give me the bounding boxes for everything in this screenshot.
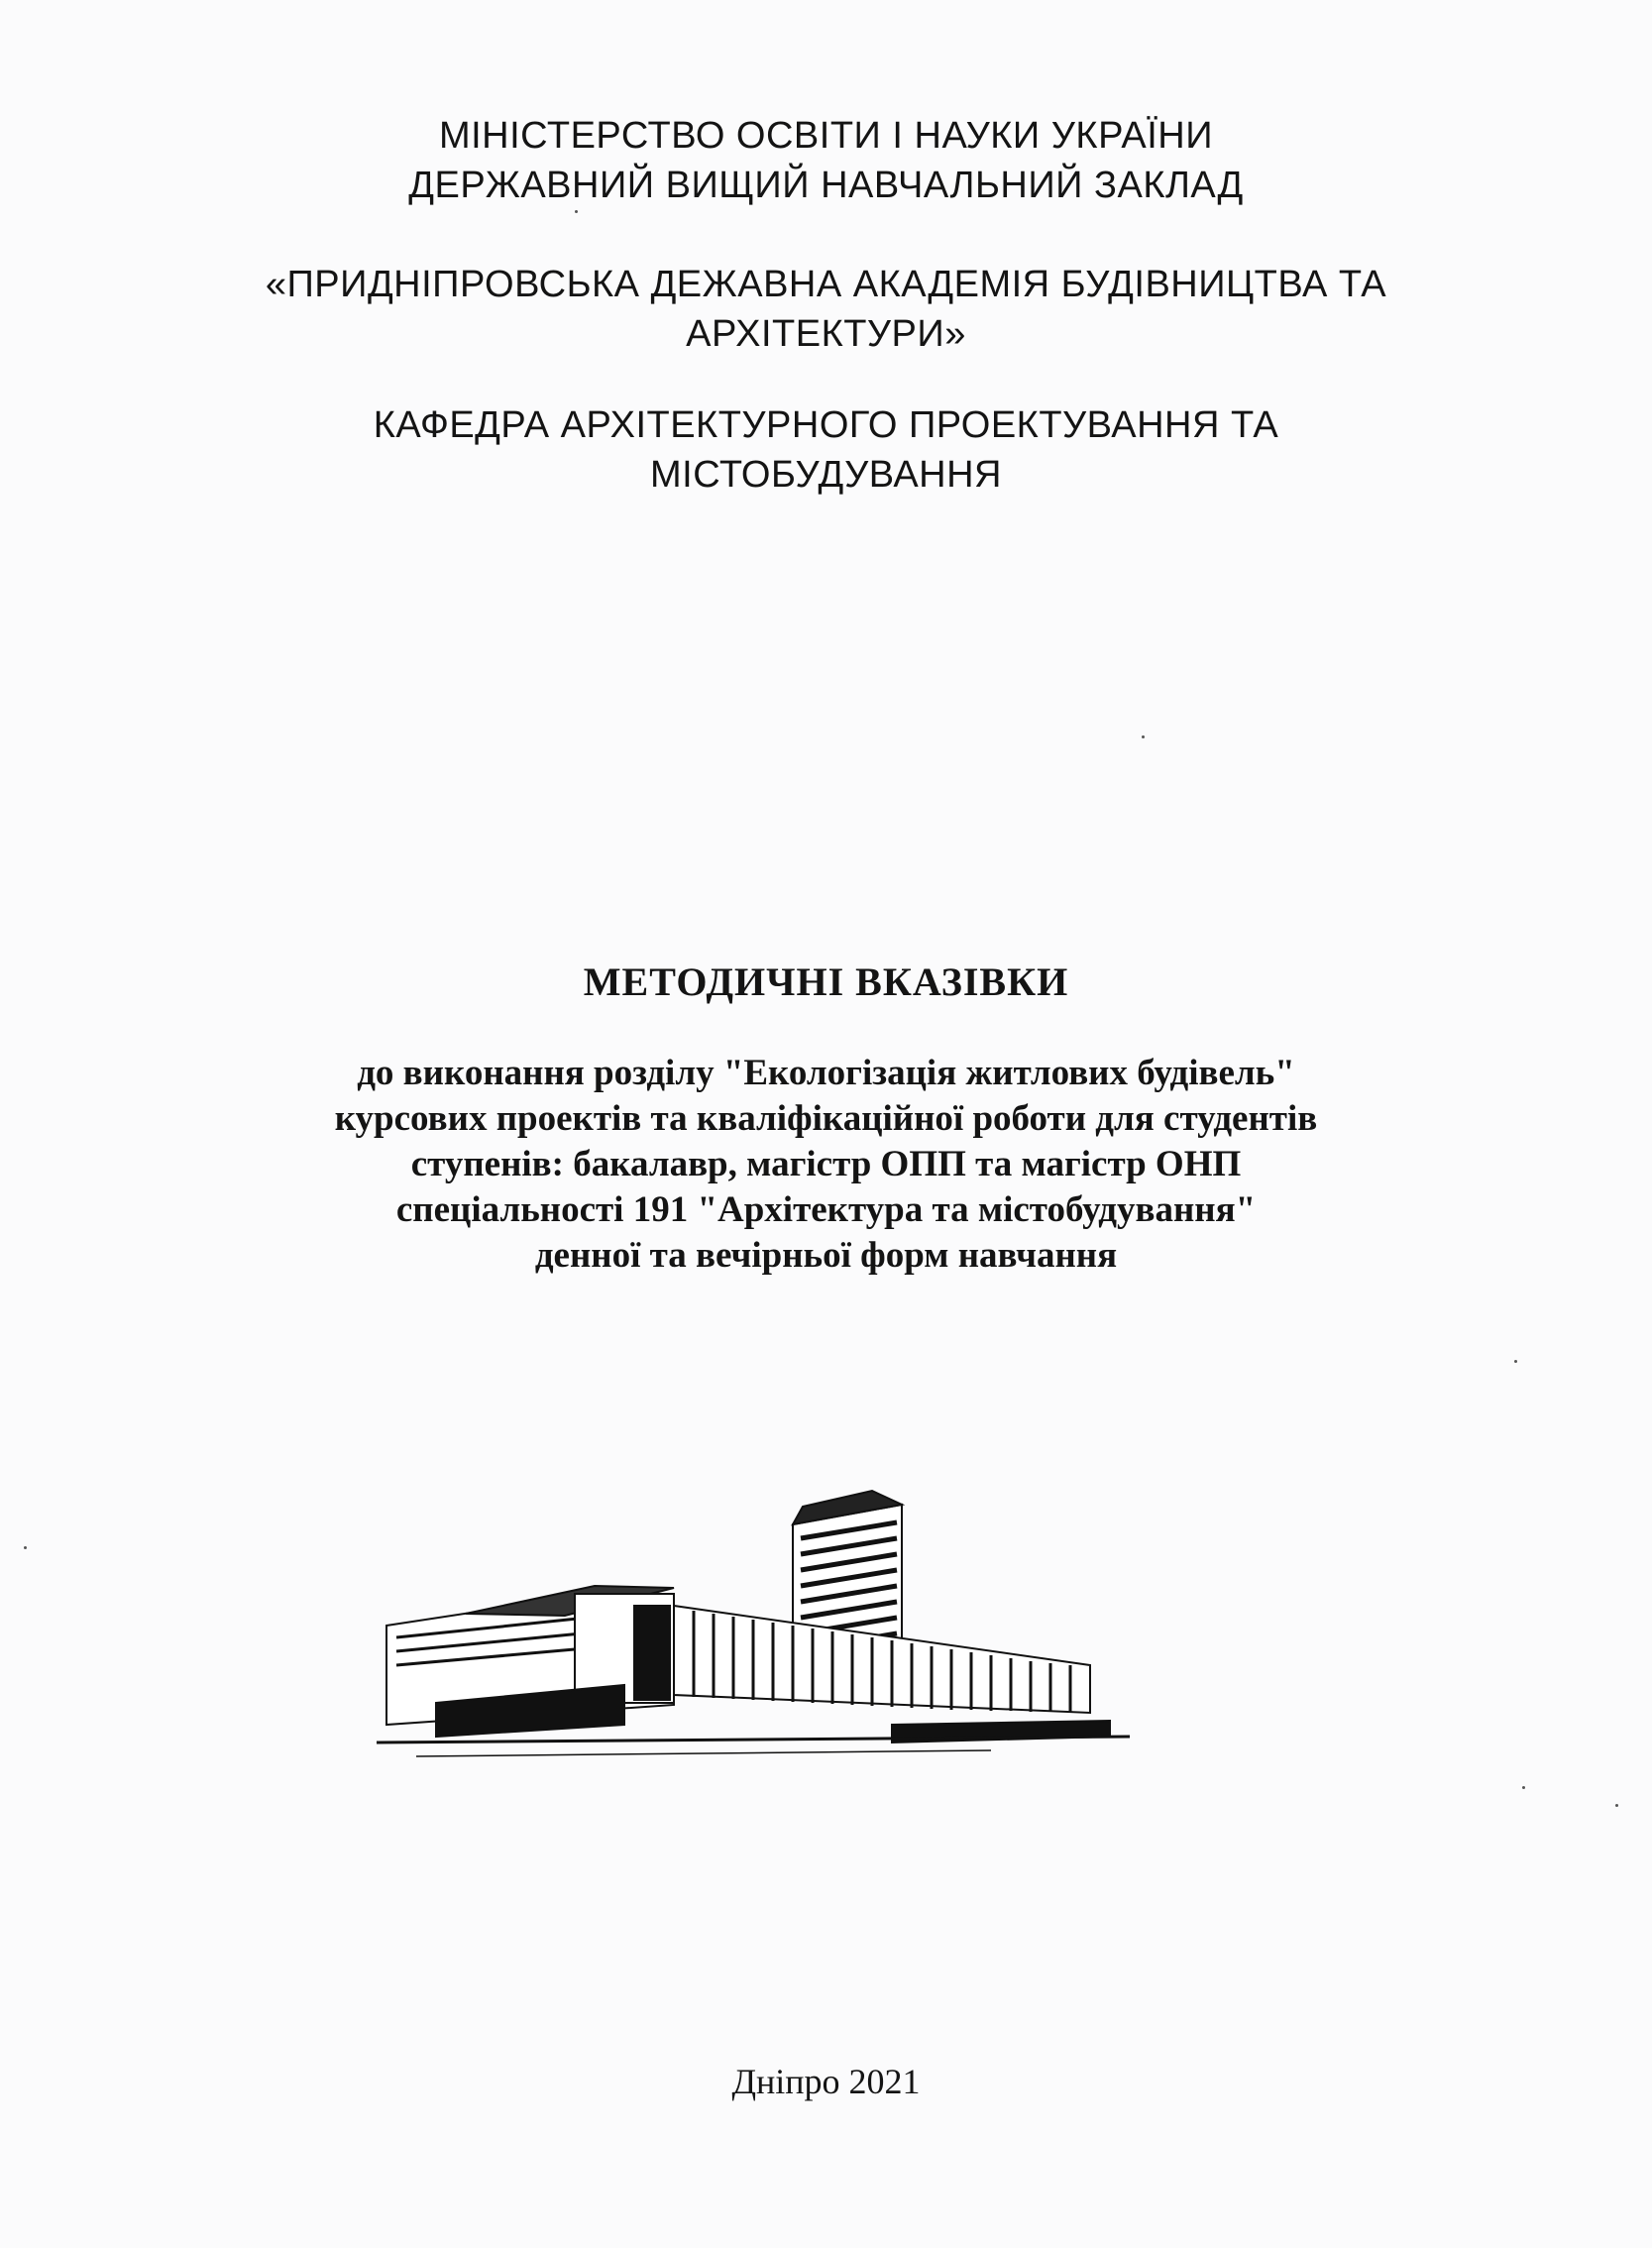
academy-name-line2: АРХІТЕКТУРИ» (686, 313, 966, 355)
subtitle-line1: до виконання розділу "Екологізація житлових будівель" (357, 1053, 1295, 1093)
city-year: Дніпро 2021 (731, 2062, 921, 2101)
department-name (0, 400, 1652, 500)
ministry-header (0, 111, 1652, 210)
scan-speck (1514, 1360, 1517, 1363)
scan-speck (1142, 735, 1145, 738)
academy-name-line1: «ПРИДНІПРОВСЬКА ДЕЖАВНА АКАДЕМІЯ БУДІВНИЦТВА ТА (265, 264, 1387, 305)
subtitle-line5: денної та вечірньої форм навчання (534, 1235, 1118, 1276)
academy-building-illustration (377, 1477, 1130, 1774)
scan-speck (575, 210, 578, 213)
academy-name (0, 260, 1652, 359)
department-name-line2: МІСТОБУДУВАННЯ (649, 454, 1002, 496)
document-subtitle (0, 1051, 1652, 1279)
scan-speck (1522, 1786, 1525, 1789)
subtitle-line4: спеціальності 191 "Архітектура та містобудування" (395, 1189, 1257, 1230)
institution-type: ДЕРЖАВНИЙ ВИЩИЙ НАВЧАЛЬНИЙ ЗАКЛАД (408, 165, 1244, 206)
scan-speck (1615, 1804, 1618, 1807)
document-title: МЕТОДИЧНІ ВКАЗІВКИ (583, 959, 1069, 1004)
department-name-line1: КАФЕДРА АРХІТЕКТУРНОГО ПРОЕКТУВАННЯ ТА (373, 404, 1279, 446)
subtitle-line3: ступенів: бакалавр, магістр ОПП та магістр ОНП (410, 1144, 1242, 1184)
scan-speck (24, 1546, 27, 1549)
subtitle-line2: курсових проектів та кваліфікаційної роботи для студентів (334, 1098, 1318, 1139)
ministry-name: МІНІСТЕРСТВО ОСВІТИ І НАУКИ УКРАЇНИ (438, 115, 1214, 157)
